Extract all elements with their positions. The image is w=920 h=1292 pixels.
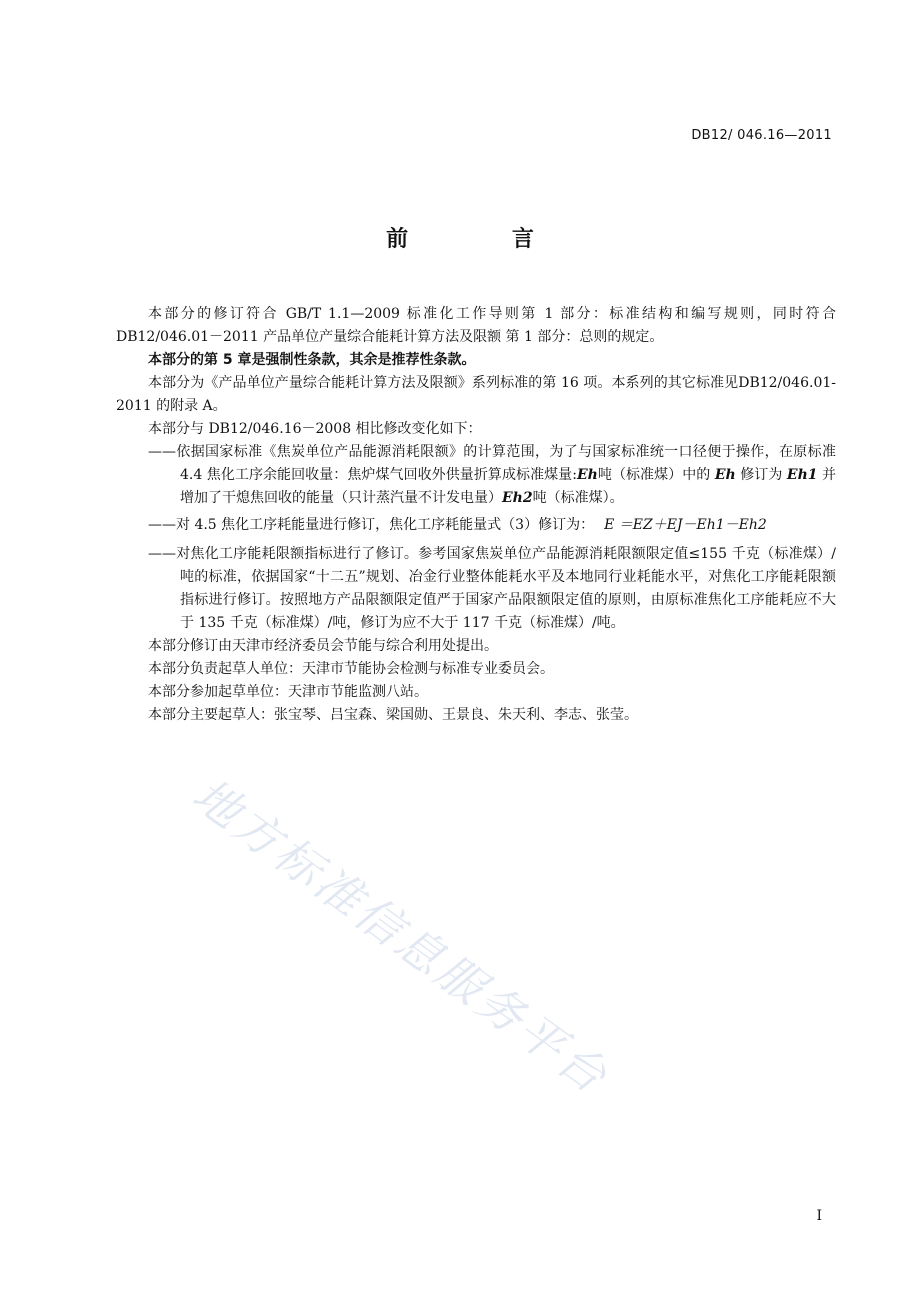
change-item-scope-text-c: 修订为 xyxy=(735,467,787,483)
change-item-scope-text-a: ——依据国家标准《焦炭单位产品能源消耗限额》的计算范围，为了与国家标准统一口径便于操作，在原标准 4.4 焦化工序余能回收量：焦炉煤气回收外供量折算成标准煤量: xyxy=(148,444,836,483)
change-item-scope-text-b: 吨（标准煤）中的 xyxy=(597,467,715,483)
paragraph-drafters: 本部分主要起草人：张宝琴、吕宝森、梁国勋、王景良、朱天利、李志、张莹。 xyxy=(148,707,638,723)
change-item-formula xyxy=(116,514,836,537)
paragraph-proposer: 本部分修订由天津市经济委员会节能与综合利用处提出。 xyxy=(148,638,498,654)
paragraph-changes-intro: 本部分与 DB12/046.16－2008 相比修改变化如下： xyxy=(148,421,482,437)
energy-formula: E ＝EZ＋EJ－Eh1－Eh2 xyxy=(604,517,767,533)
variable-eh2: Eh2 xyxy=(502,490,533,506)
watermark-text: 地方标准信息服务平台 xyxy=(182,767,620,1105)
standard-code: DB12/ 046.16—2011 xyxy=(691,128,832,143)
variable-eh: Eh xyxy=(576,467,598,483)
foreword-body xyxy=(116,303,836,727)
paragraph-series: 本部分为《产品单位产量综合能耗计算方法及限额》系列标准的第 16 项。本系列的其它标准见DB12/046.01-2011 的附录 A。 xyxy=(116,375,836,414)
change-item-scope-text-e: 吨（标准煤）。 xyxy=(532,490,624,506)
change-item-limit: ——对焦化工序能耗限额指标进行了修订。参考国家焦炭单位产品能源消耗限额限定值≤155 千克（标准煤）/吨的标准，依据国家“十二五”规划、冶金行业整体能耗水平及本地同行业耗能水平，对焦化工序能耗限额指标进行修订。按照地方产品限额限定值严于国家产品限额限定值的原则，由原标准焦化工序能耗应不大于 135 千克（标准煤）/吨，修订为应不大于 117 千克（标准煤）/吨。 xyxy=(148,546,836,631)
change-item-formula-text: ——对 4.5 焦化工序耗能量进行修订，焦化工序耗能量式（3）修订为： xyxy=(148,517,595,533)
change-item-scope xyxy=(116,441,836,510)
paragraph-participating-unit: 本部分参加起草单位：天津市节能监测八站。 xyxy=(148,684,428,700)
variable-eh1: Eh1 xyxy=(786,467,818,483)
paragraph-mandatory-clause: 本部分的第 5 章是强制性条款，其余是推荐性条款。 xyxy=(148,352,476,368)
paragraph-conformance: 本部分的修订符合 GB/T 1.1—2009 标准化工作导则第 1 部分：标准结构和编写规则，同时符合DB12/046.01－2011 产品单位产量综合能耗计算方法及限额 第 1 部分：总则的规定。 xyxy=(116,306,836,345)
page-title: 前 言 xyxy=(386,227,582,252)
paragraph-drafting-unit: 本部分负责起草人单位：天津市节能协会检测与标准专业委员会。 xyxy=(148,661,554,677)
change-item-scope-text-d: 并增加了干熄焦回收的能量（只计蒸汽量不计发电量） xyxy=(180,467,837,506)
variable-eh-2: Eh xyxy=(714,467,736,483)
page-number: I xyxy=(816,1208,822,1224)
